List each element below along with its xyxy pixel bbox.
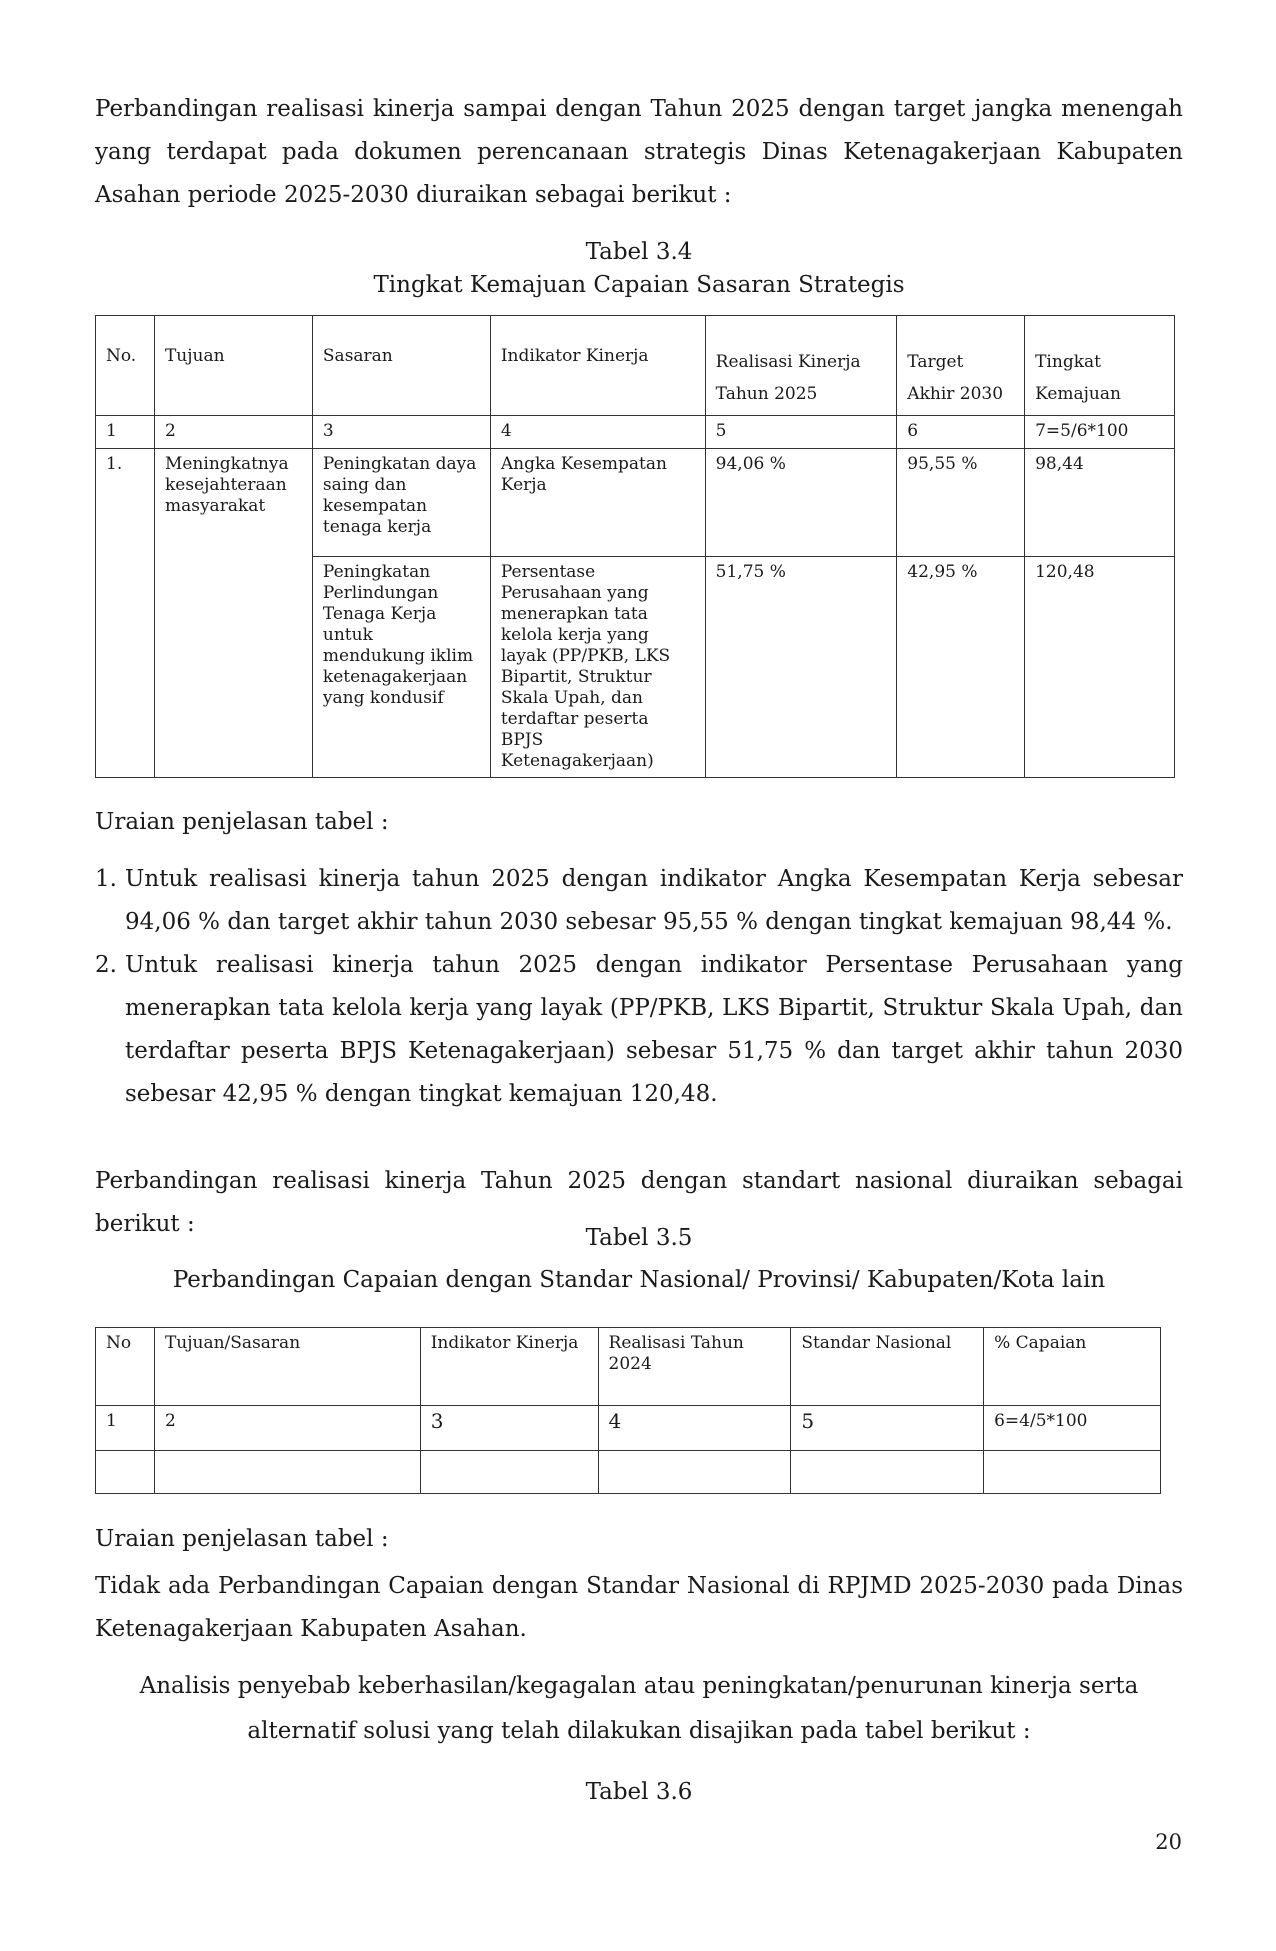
row-sasaran: Peningkatan Perlindungan Tenaga Kerja untuk mendukung iklim ketenagakerjaan yang kondusif	[312, 557, 490, 778]
empty-cell	[154, 1451, 420, 1494]
header-realisasi: Realisasi Tahun 2024	[598, 1328, 791, 1406]
empty-cell	[791, 1451, 984, 1494]
row-indikator: Angka Kesempatan Kerja	[490, 449, 705, 557]
numbering-cell: 3	[312, 416, 490, 449]
header-indikator: Indikator Kinerja	[420, 1328, 598, 1406]
standar-paragraph: Perbandingan realisasi kinerja Tahun 2025 dengan standart nasional diuraikan sebagai berikut :	[95, 1168, 1183, 1237]
numbering-cell: 7=5/6*100	[1025, 416, 1175, 449]
header-target: Target Akhir 2030	[897, 316, 1025, 416]
table-3-4	[95, 315, 1175, 778]
table-numbering-row	[96, 1406, 1161, 1451]
numbering-cell: 4	[598, 1406, 791, 1451]
table-3-5	[95, 1327, 1161, 1494]
analisis-paragraph: Analisis penyebab keberhasilan/kegagalan atau peningkatan/penurunan kinerja serta alternatif solusi yang telah dilakukan disajikan pada tabel berikut :	[139, 1673, 1139, 1744]
table-header-row	[96, 1328, 1161, 1406]
empty-cell	[96, 1451, 155, 1494]
row-kemajuan: 120,48	[1025, 557, 1175, 778]
row-target: 95,55 %	[897, 449, 1025, 557]
header-no: No.	[96, 316, 155, 416]
numbering-cell: 5	[705, 416, 897, 449]
row-realisasi: 94,06 %	[705, 449, 897, 557]
row-target: 42,95 %	[897, 557, 1025, 778]
table-3-4-title: Tingkat Kemajuan Capaian Sasaran Strategis	[373, 272, 905, 298]
list-item-text: Untuk realisasi kinerja tahun 2025 dengan indikator Persentase Perusahaan yang menerapkan tata kelola kerja yang layak (PP/PKB, LKS Bipartit, Struktur Skala Upah, dan terdaftar peserta BPJS Ketenagakerjaan) sebesar 51,75 % dan target akhir tahun 2030 sebesar 42,95 % dengan tingkat kemajuan 120,48.	[125, 952, 1183, 1107]
header-indikator: Indikator Kinerja	[490, 316, 705, 416]
numbering-cell: 3	[420, 1406, 598, 1451]
row-kemajuan: 98,44	[1025, 449, 1175, 557]
table-3-5-title: Perbandingan Capaian dengan Standar Nasional/ Provinsi/ Kabupaten/Kota lain	[172, 1267, 1106, 1293]
numbering-cell: 1	[96, 416, 155, 449]
table-3-4-label: Tabel 3.4	[585, 239, 693, 265]
table-row	[96, 449, 1175, 557]
table-numbering-row	[96, 416, 1175, 449]
header-tujuan: Tujuan	[154, 316, 312, 416]
numbering-cell: 5	[791, 1406, 984, 1451]
row-sasaran: Peningkatan daya saing dan kesempatan tenaga kerja	[312, 449, 490, 557]
header-kemajuan: Tingkat Kemajuan	[1025, 316, 1175, 416]
table-3-6-label: Tabel 3.6	[585, 1779, 693, 1805]
empty-cell	[984, 1451, 1161, 1494]
numbering-cell: 6=4/5*100	[984, 1406, 1161, 1451]
intro-paragraph: Perbandingan realisasi kinerja sampai dengan Tahun 2025 dengan target jangka menengah yang terdapat pada dokumen perencanaan strategis Dinas Ketenagakerjaan Kabupaten Asahan periode 2025-2030 diuraikan sebagai berikut :	[95, 96, 1183, 208]
uraian-text-2: Tidak ada Perbandingan Capaian dengan Standar Nasional di RPJMD 2025-2030 pada Dinas Ketenagakerjaan Kabupaten Asahan.	[95, 1573, 1183, 1642]
header-tujuan-sasaran: Tujuan/Sasaran	[154, 1328, 420, 1406]
page-number: 20	[1155, 1830, 1182, 1854]
list-item-number: 1.	[95, 866, 117, 892]
numbering-cell: 2	[154, 1406, 420, 1451]
empty-cell	[598, 1451, 791, 1494]
numbering-cell: 2	[154, 416, 312, 449]
list-item	[95, 944, 1183, 1116]
header-sasaran: Sasaran	[312, 316, 490, 416]
header-realisasi: Realisasi Kinerja Tahun 2025	[705, 316, 897, 416]
header-no: No	[96, 1328, 155, 1406]
numbering-cell: 4	[490, 416, 705, 449]
uraian-list	[95, 858, 1183, 1116]
numbering-cell: 1	[96, 1406, 155, 1451]
row-indikator: Persentase Perusahaan yang menerapkan tata kelola kerja yang layak (PP/PKB, LKS Bipartit, Struktur Skala Upah, dan terdaftar peserta BPJS Ketenagakerjaan)	[490, 557, 705, 778]
table-row-empty	[96, 1451, 1161, 1494]
list-item	[95, 858, 1183, 944]
header-capaian: % Capaian	[984, 1328, 1161, 1406]
numbering-cell: 6	[897, 416, 1025, 449]
header-standar: Standar Nasional	[791, 1328, 984, 1406]
row-tujuan: Meningkatnya kesejahteraan masyarakat	[154, 449, 312, 778]
empty-cell	[420, 1451, 598, 1494]
list-item-text: Untuk realisasi kinerja tahun 2025 dengan indikator Angka Kesempatan Kerja sebesar 94,06 % dan target akhir tahun 2030 sebesar 95,55 % dengan tingkat kemajuan 98,44 %.	[125, 866, 1183, 935]
uraian-heading: Uraian penjelasan tabel :	[95, 809, 389, 835]
row-realisasi: 51,75 %	[705, 557, 897, 778]
uraian-heading-2: Uraian penjelasan tabel :	[95, 1526, 389, 1552]
list-item-number: 2.	[95, 952, 117, 978]
row-no: 1.	[96, 449, 155, 778]
table-header-row	[96, 316, 1175, 416]
table-3-5-label: Tabel 3.5	[585, 1225, 693, 1251]
